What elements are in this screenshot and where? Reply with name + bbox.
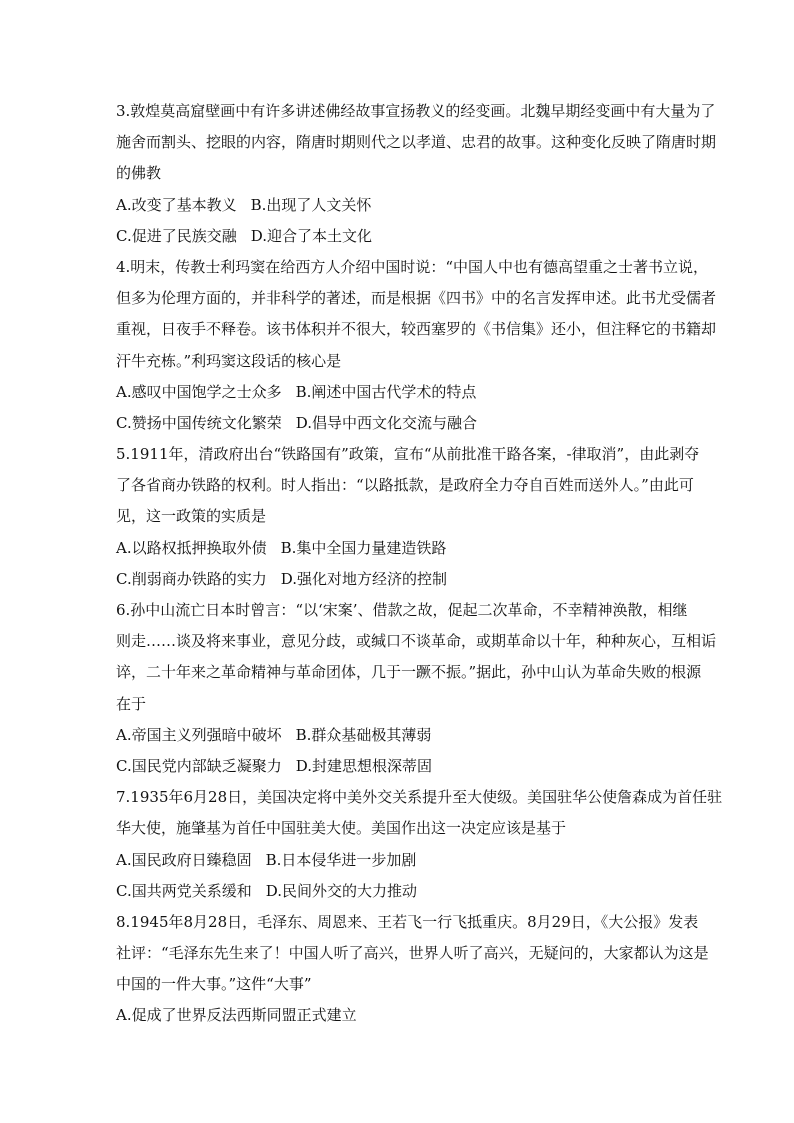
option-c: C.赞扬中国传统文化繁荣	[116, 413, 282, 432]
question-line: 8.1945年8月28日，毛泽东、周恩来、王若飞一行飞抵重庆。8月29日，《大公报》发表	[116, 912, 699, 931]
option-c: C.削弱商办铁路的实力	[116, 569, 267, 588]
question-3	[116, 96, 717, 252]
option-c: C.国民党内部缺乏凝聚力	[116, 756, 282, 775]
option-b: B.日本侵华进一步加剧	[265, 850, 417, 869]
question-line: 4.明末，传教士利玛窦在给西方人介绍中国时说：“中国人中也有德高望重之士著书立说，	[116, 257, 708, 276]
option-a: A.帝国主义列强暗中破坏	[116, 725, 282, 744]
option-b: B.集中全国力量建造铁路	[280, 538, 447, 557]
question-line: 在于	[116, 694, 147, 713]
option-b: B.群众基础极其薄弱	[295, 725, 432, 744]
option-d: D.民间外交的大力推动	[265, 881, 417, 900]
question-line: 但多为伦理方面的，并非科学的著述，而是根据《四书》中的名言发挥申述。此书尤受儒者	[116, 289, 717, 308]
option-a: A.促成了世界反法西斯同盟正式建立	[116, 1006, 357, 1025]
question-line: 了各省商办铁路的权利。时人指出：“以路抵款，是政府全力夺自百姓而送外人。”由此可	[116, 476, 694, 495]
question-line: 中国的一件大事。”这件“大事”	[116, 975, 312, 994]
question-line: 的佛教	[116, 164, 162, 183]
question-line: 华大使，施肇基为首任中国驻美大使。美国作出这一决定应该是基于	[116, 819, 567, 838]
question-7	[116, 782, 723, 907]
question-line: 汗牛充栋。”利玛窦这段话的核心是	[116, 351, 342, 370]
option-row	[116, 190, 682, 221]
option-row	[116, 377, 682, 408]
option-row	[116, 533, 682, 564]
option-d: D.迎合了本土文化	[250, 226, 372, 245]
question-5	[116, 439, 700, 595]
option-d: D.倡导中西文化交流与融合	[295, 413, 477, 432]
option-d: D.强化对地方经济的控制	[280, 569, 447, 588]
question-line: 5.1911年，清政府出台“铁路国有”政策，宣布“从前批准干路各案，-律取消”，由此剥夺	[116, 445, 700, 464]
exam-page	[116, 96, 723, 1032]
question-line: 社评：“毛泽东先生来了！中国人听了高兴，世界人听了高兴，无疑问的，大家都认为这是	[116, 944, 709, 963]
question-line: 6.孙中山流亡日本时曾言：“以‘宋案’、借款之故，促起二次革命，不幸精神涣散，相继	[116, 601, 688, 619]
option-a: A.改变了基本教义	[116, 195, 237, 214]
question-line: 施舍而割头、挖眼的内容，隋唐时期则代之以孝道、忠君的故事。这种变化反映了隋唐时期	[116, 133, 717, 152]
option-row	[116, 720, 682, 751]
question-line: 7.1935年6月28日，美国决定将中美外交关系提升至大使级。美国驻华公使詹森成为首任驻	[116, 788, 723, 807]
question-line: 重视，日夜手不释卷。该书体积并不很大，较西塞罗的《书信集》还小，但注释它的书籍却	[116, 320, 717, 339]
option-row	[116, 845, 682, 876]
question-line: 谇，二十年来之革命精神与革命团体，几于一蹶不振。”据此，孙中山认为革命失败的根源	[116, 663, 702, 682]
option-a: A.国民政府日臻稳固	[116, 850, 252, 869]
option-row	[116, 564, 682, 595]
option-row	[116, 751, 682, 782]
option-a: A.以路权抵押换取外债	[116, 538, 267, 557]
question-4	[116, 252, 717, 439]
option-row	[116, 408, 682, 439]
option-d: D.封建思想根深蒂固	[295, 756, 432, 775]
question-line: 3.敦煌莫高窟壁画中有许多讲述佛经故事宣扬教义的经变画。北魏早期经变画中有大量为了	[116, 102, 716, 120]
option-c: C.促进了民族交融	[116, 226, 237, 245]
option-c: C.国共两党关系缓和	[116, 881, 252, 900]
question-6	[116, 595, 717, 782]
option-a: A.感叹中国饱学之士众多	[116, 382, 282, 401]
question-line: 见，这一政策的实质是	[116, 507, 267, 526]
option-b: B.出现了人文关怀	[250, 195, 372, 214]
option-row	[116, 1000, 682, 1031]
option-row	[116, 221, 682, 252]
option-b: B.阐述中国古代学术的特点	[295, 382, 477, 401]
question-line: 则走……谈及将来事业，意见分歧，或缄口不谈革命，或期革命以十年，种种灰心，互相诟	[116, 632, 717, 651]
option-row	[116, 876, 682, 907]
question-8	[116, 907, 709, 1032]
